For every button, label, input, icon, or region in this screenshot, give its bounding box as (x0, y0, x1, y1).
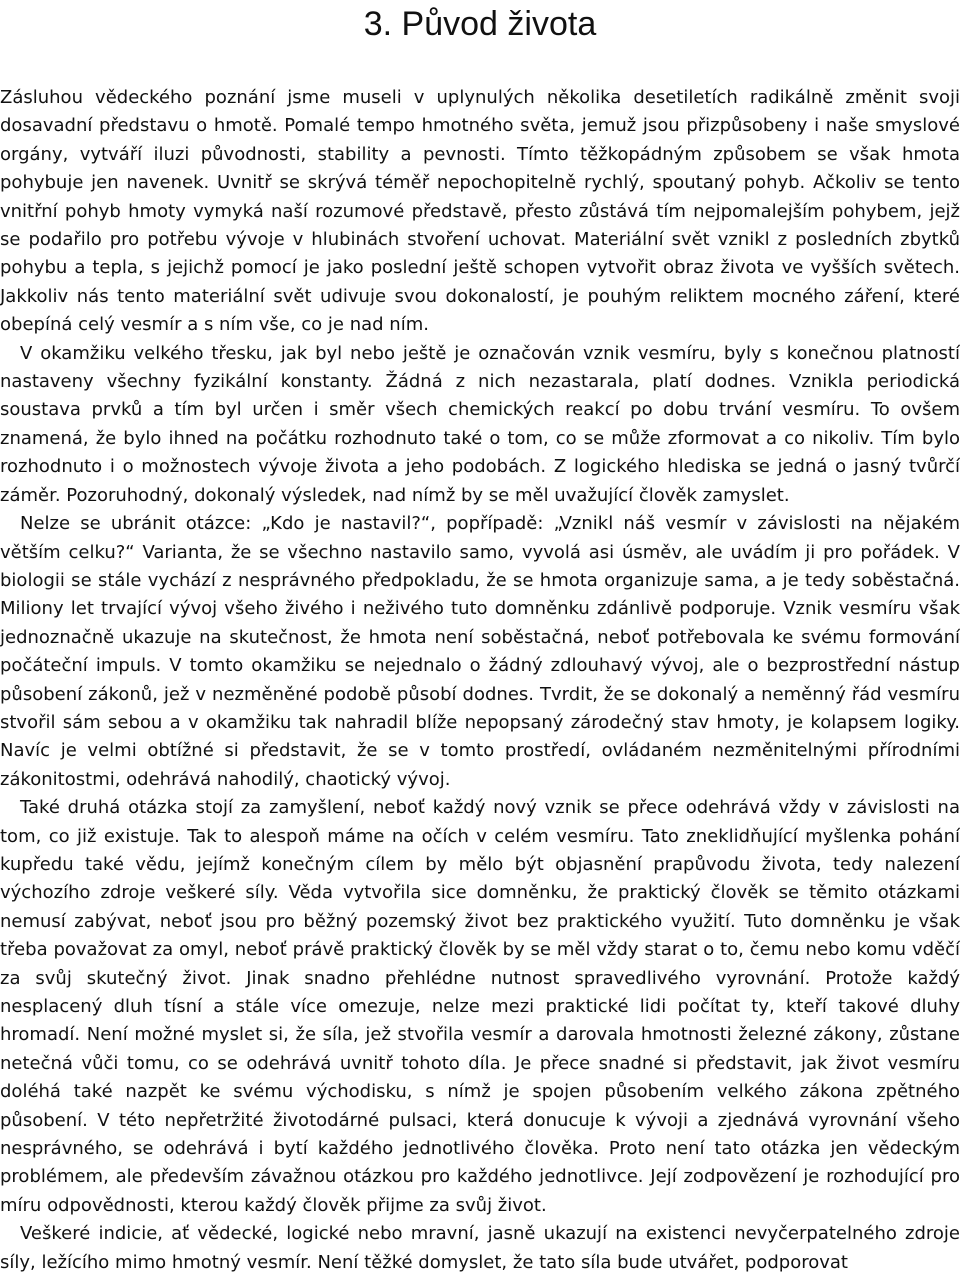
paragraph-5: Veškeré indicie, ať vědecké, logické nebo mravní, jasně ukazují na existenci nevyčerpatelného zdroje síly, ležícího mimo hmotný vesmír. Není těžké domyslet, že tato síla bude utvářet, podporovat (0, 1223, 960, 1273)
document-title: 3. Původ života (363, 5, 597, 43)
paragraph-3: Nelze se ubránit otázce: „Kdo je nastavil?“, popřípadě: „Vznikl náš vesmír v závislosti na nějakém větším celku?“ Varianta, že se všechno nastavilo samo, vyvolá asi úsměv, ale uvádím ji pro pořádek. V biologii se stále vychází z nesprávného předpokladu, že se hmota organizuje sama, a je tedy soběstačná. Miliony let trvající vývoj všeho živého i neživého tuto domněnku zdánlivě podporuje. Vznik vesmíru však jednoznačně ukazuje na skutečnost, že hmota není soběstačná, neboť potřebovala ke svému formování počáteční impuls. V tomto okamžiku se nejednalo o žádný zdlouhavý vývoj, ale o bezprostřední nástup působení zákonů, jež v nezměněné podobě působí dodnes. Tvrdit, že se dokonalý a neměnný řád vesmíru stvořil sám sebou a v okamžiku tak nahradil blíže nepopsaný zárodečný stav hmoty, je kolapsem logiky. Navíc je velmi obtížné si představit, že se v tomto prostředí, ovládaném nezměnitelnými přírodními zákonitostmi, odehrává nahodilý, chaotický vývoj. (0, 513, 960, 790)
document-body (0, 84, 960, 1277)
paragraph-4: Také druhá otázka stojí za zamyšlení, neboť každý nový vznik se přece odehrává vždy v závislosti na tom, co již existuje. Tak to alespoň máme na očích v celém vesmíru. Tato zneklidňující myšlenka pohání kupředu také vědu, jejímž konečným cílem by mělo být objasnění prapůvodu života, tedy nalezení výchozího zdroje veškeré síly. Věda vytvořila sice domněnku, že praktický člověk se těmito otázkami nemusí zabývat, neboť jsou pro běžný pozemský život bez praktického využití. Tuto domněnku je však třeba považovat za omyl, neboť právě praktický člověk by se měl vždy starat o to, čemu nebo komu vděčí za svůj skutečný život. Jinak snadno přehlédne nutnost spravedlivého vyrovnání. Protože každý nesplacený dluh tísní a stále více omezuje, nelze mezi praktické lidi počítat ty, kteří takové dluhy hromadí. Není možné myslet si, že síla, jež stvořila vesmír a darovala hmotnosti železné zákony, zůstane netečná vůči tomu, co se odehrává uvnitř tohoto díla. Je přece snadné si představit, jak život vesmíru doléhá také nazpět ke svému východisku, s nímž je spojen působením velkého zákona zpětného působení. V této nepřetržité životodárné pulsaci, která donucuje k vývoji a zjednává vyrovnání všeho nesprávného, se odehrává i bytí každého jednotlivého člověka. Proto není tato otázka jen vědeckým problémem, ale především závažnou otázkou pro každého jednotlivce. Její zodpovězení je rozhodující pro míru odpovědnosti, kterou každý člověk přijme za svůj život. (0, 797, 960, 1216)
paragraph-2: V okamžiku velkého třesku, jak byl nebo ještě je označován vznik vesmíru, byly s konečnou platností nastaveny všechny fyzikální konstanty. Žádná z nich nezastarala, platí dodnes. Vznikla periodická soustava prvků a tím byl určen i směr všech chemických reakcí po dobu trvání vesmíru. To ovšem znamená, že bylo ihned na počátku rozhodnuto také o tom, co se může zformovat a co nikoliv. Tím bylo rozhodnuto i o možnostech vývoje života a jeho podobách. Z logického hlediska se jedná o jasný tvůrčí záměr. Pozoruhodný, dokonalý výsledek, nad nímž by se měl uvažující člověk zamyslet. (0, 342, 960, 506)
paragraph-1: Zásluhou vědeckého poznání jsme museli v uplynulých několika desetiletích radikálně změnit svoji dosavadní představu o hmotě. Pomalé tempo hmotného světa, jemuž jsou přizpůsobeny i naše smyslové orgány, vytváří iluzi původnosti, stability a pevnosti. Tímto těžkopádným způsobem se však hmota pohybuje jen navenek. Uvnitř se skrývá téměř nepochopitelně rychlý, spoutaný pohyb. Ačkoliv se tento vnitřní pohyb hmoty vymyká naší rozumové představě, přesto zůstává tím nejpomalejším pohybem, jejž se podařilo pro potřebu vývoje v hlubinách stvoření uchovat. Materiální svět vznikl z posledních zbytků pohybu a tepla, s jejichž pomocí je jako poslední ještě schopen vytvořit obraz života ve vyšších světech. Jakkoliv nás tento materiální svět udivuje svou dokonalostí, je pouhým reliktem mocného záření, které obepíná celý vesmír a s ním vše, co je nad ním. (0, 87, 960, 336)
